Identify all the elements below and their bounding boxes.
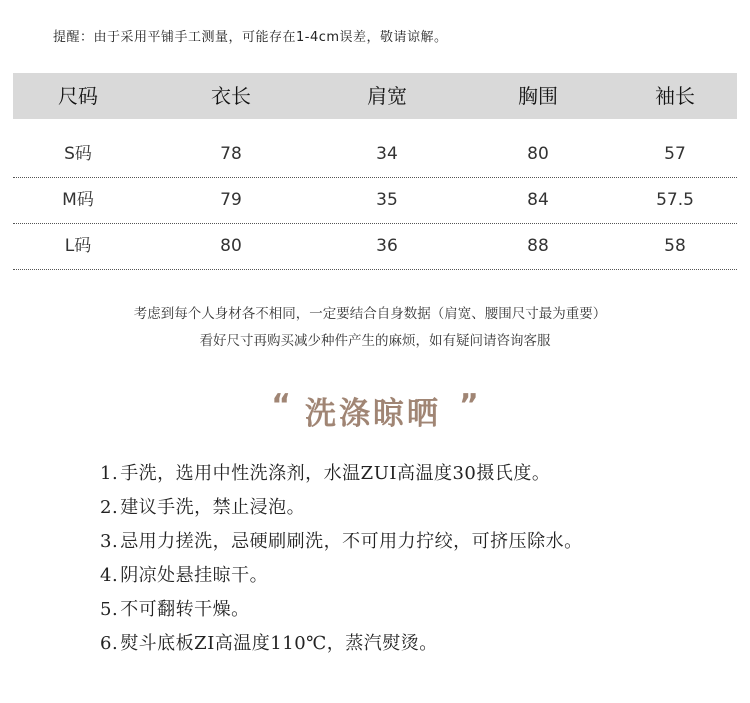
table-row (13, 224, 737, 270)
cell-chest: 88 (527, 236, 549, 256)
item-text: 熨斗底板ZI高温度110℃，蒸汽熨烫。 (120, 633, 438, 654)
item-number: 4. (100, 565, 119, 586)
open-quote: “ (271, 388, 291, 423)
header-chest: 胸围 (518, 84, 558, 108)
section-title-text: 洗涤晾晒 (305, 396, 441, 432)
item-text: 忌用力搓洗，忌硬刷刷洗，不可用力拧绞，可挤压除水。 (120, 531, 583, 552)
item-text: 建议手洗，禁止浸泡。 (120, 497, 306, 518)
list-item (100, 627, 583, 661)
item-number: 2. (100, 497, 119, 518)
close-quote: ” (459, 388, 479, 423)
cell-length: 80 (220, 236, 242, 256)
cell-size: S码 (64, 144, 92, 164)
header-size: 尺码 (58, 84, 98, 108)
cell-length: 79 (220, 190, 242, 210)
table-header (13, 73, 737, 119)
list-item (100, 559, 583, 593)
section-title-washing (0, 388, 750, 433)
measurement-note: 提醒：由于采用平铺手工测量，可能存在1-4cm误差，敬请谅解。 (53, 30, 448, 45)
header-sleeve: 袖长 (655, 84, 695, 108)
size-table (13, 73, 737, 270)
sizing-advice-line-2: 看好尺寸再购买减少种件产生的麻烦，如有疑问请咨询客服 (199, 333, 551, 349)
cell-length: 78 (220, 144, 242, 164)
list-item (100, 593, 583, 627)
item-text: 手洗，选用中性洗涤剂，水温ZUI高温度30摄氏度。 (120, 463, 551, 484)
item-number: 3. (100, 531, 119, 552)
cell-shoulder: 35 (376, 190, 398, 210)
table-row (13, 132, 737, 178)
cell-shoulder: 36 (376, 236, 398, 256)
cell-sleeve: 57.5 (656, 190, 694, 210)
care-instructions-list (100, 457, 583, 661)
cell-sleeve: 58 (664, 236, 686, 256)
item-text: 不可翻转干燥。 (120, 599, 250, 620)
cell-sleeve: 57 (664, 144, 686, 164)
header-shoulder: 肩宽 (367, 84, 407, 108)
item-number: 5. (100, 599, 119, 620)
header-length: 衣长 (211, 84, 251, 108)
list-item (100, 457, 583, 491)
table-row (13, 178, 737, 224)
cell-size: L码 (64, 236, 92, 256)
cell-shoulder: 34 (376, 144, 398, 164)
cell-chest: 80 (527, 144, 549, 164)
list-item (100, 525, 583, 559)
item-number: 1. (100, 463, 119, 484)
list-item (100, 491, 583, 525)
cell-size: M码 (62, 190, 94, 210)
sizing-advice-line-1: 考虑到每个人身材各不相同，一定要结合自身数据（肩宽、腰围尺寸最为重要） (133, 306, 607, 322)
item-number: 6. (100, 633, 119, 654)
cell-chest: 84 (527, 190, 549, 210)
item-text: 阴凉处悬挂晾干。 (120, 565, 269, 586)
